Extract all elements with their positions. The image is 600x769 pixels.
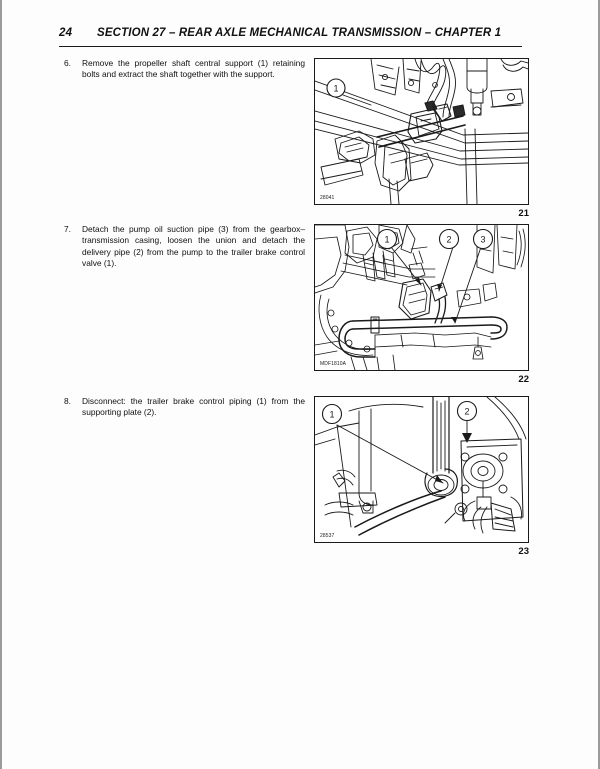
figure-22-frame — [314, 224, 529, 371]
svg-text:1: 1 — [384, 234, 390, 245]
figure-23-callout-1 — [323, 405, 342, 424]
step-8 — [62, 396, 305, 419]
step-6 — [62, 58, 305, 81]
figure-21 — [314, 58, 529, 219]
page-header — [59, 27, 522, 49]
figure-22-code: MDF1810A — [320, 361, 347, 367]
header-divider — [59, 46, 522, 47]
svg-text:1: 1 — [329, 409, 335, 420]
instruction-block-2 — [2, 224, 598, 389]
figure-22-callout-3 — [474, 230, 493, 249]
figure-22-caption: 22 — [518, 374, 529, 385]
page-number: 24 — [59, 27, 73, 39]
figure-21-illustration — [315, 59, 528, 204]
step-8-number: 8. — [64, 396, 71, 406]
step-7-text: Detach the pump oil suction pipe (3) from the gearbox–transmission casing, loosen the union and detach the delivery pipe (2) from the pump to the trailer brake control valve (1). — [82, 224, 305, 269]
step-7 — [62, 224, 305, 270]
manual-page — [2, 0, 598, 769]
figure-22-callout-1 — [378, 230, 397, 249]
figure-23-code: 28537 — [320, 533, 335, 539]
svg-text:1: 1 — [333, 83, 339, 94]
svg-text:2: 2 — [464, 406, 470, 417]
figure-23-caption: 23 — [518, 546, 529, 557]
figure-21-frame — [314, 58, 529, 205]
figure-21-callout-1 — [327, 79, 345, 97]
figure-21-caption: 21 — [518, 208, 529, 219]
section-title: SECTION 27 – REAR AXLE MECHANICAL TRANSMISSION – CHAPTER 1 — [97, 27, 502, 39]
svg-text:3: 3 — [480, 234, 486, 245]
figure-23 — [314, 396, 529, 557]
step-7-number: 7. — [64, 224, 71, 234]
instruction-block-3 — [2, 396, 598, 559]
figure-22 — [314, 224, 529, 385]
svg-text:2: 2 — [446, 234, 452, 245]
figure-21-code: 28041 — [320, 195, 335, 201]
figure-22-callout-2 — [440, 230, 459, 249]
step-8-text: Disconnect: the trailer brake control piping (1) from the supporting plate (2). — [82, 396, 305, 418]
figure-22-illustration — [315, 225, 528, 370]
figure-23-callout-2 — [458, 402, 477, 421]
step-6-number: 6. — [64, 58, 71, 68]
step-6-text: Remove the propeller shaft central support (1) retaining bolts and extract the shaft together with the support. — [82, 58, 305, 80]
figure-23-frame — [314, 396, 529, 543]
instruction-block-1 — [2, 58, 598, 221]
figure-23-illustration — [315, 397, 528, 542]
